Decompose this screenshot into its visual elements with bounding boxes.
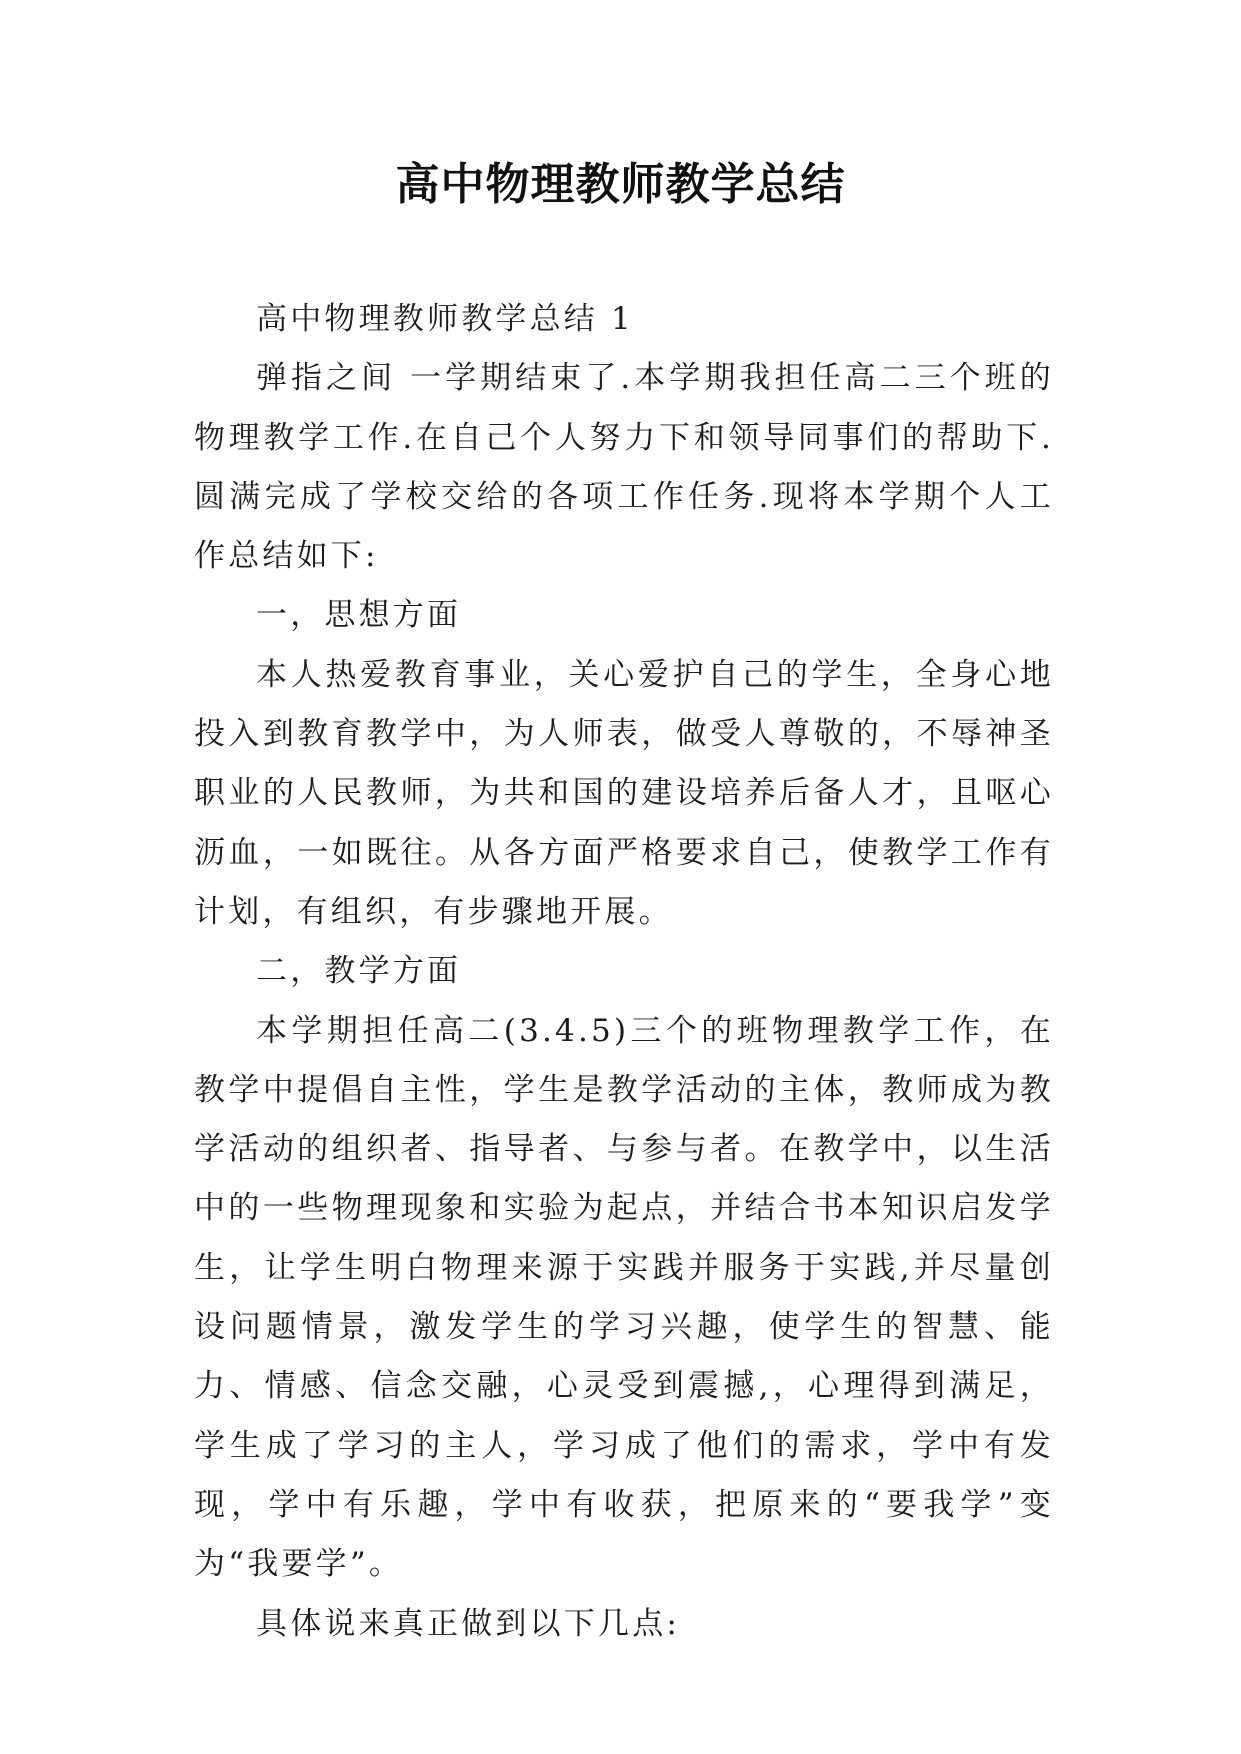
subheading-thought: 一，思想方面 <box>256 597 462 634</box>
paragraph-intro: 弹指之间 一学期结束了.本学期我担任高二三个班的物理教学工作.在自己个人努力下和领导同事们的帮助下.圆满完成了学校交给的各项工作任务.现将本学期个人工作总结如下: <box>194 360 1054 575</box>
section-heading: 高中物理教师教学总结 1 <box>256 301 634 337</box>
paragraph-points-intro: 具体说来真正做到以下几点: <box>256 1605 681 1642</box>
paragraph-teaching: 本学期担任高二(3.4.5)三个的班物理教学工作，在教学中提倡自主性，学生是教学活动的主体，教师成为教学活动的组织者、指导者、与参与者。在教学中，以生活中的一些物理现象和实验为起点，并结合书本知识启发学生，让学生明白物理来源于实践并服务于实践,并尽量创设问题情景，激发学生的学习兴趣，使学生的智慧、能力、情感、信念交融，心灵受到震撼,，心理得到满足，学生成了学习的主人，学习成了他们的需求，学中有发现，学中有乐趣，学中有收获，把原来的“要我学”变为“我要学”。 <box>194 1012 1054 1583</box>
paragraph-thought: 本人热爱教育事业，关心爱护自己的学生，全身心地投入到教育教学中，为人师表，做受人尊敬的，不辱神圣职业的人民教师，为共和国的建设培养后备人才，且呕心沥血，一如既往。从各方面严格要求自己，使教学工作有计划，有组织，有步骤地开展。 <box>194 656 1054 930</box>
document-title: 高中物理教师教学总结 <box>395 159 846 210</box>
document-body <box>194 290 1054 1654</box>
subheading-teaching: 二，教学方面 <box>256 953 462 990</box>
